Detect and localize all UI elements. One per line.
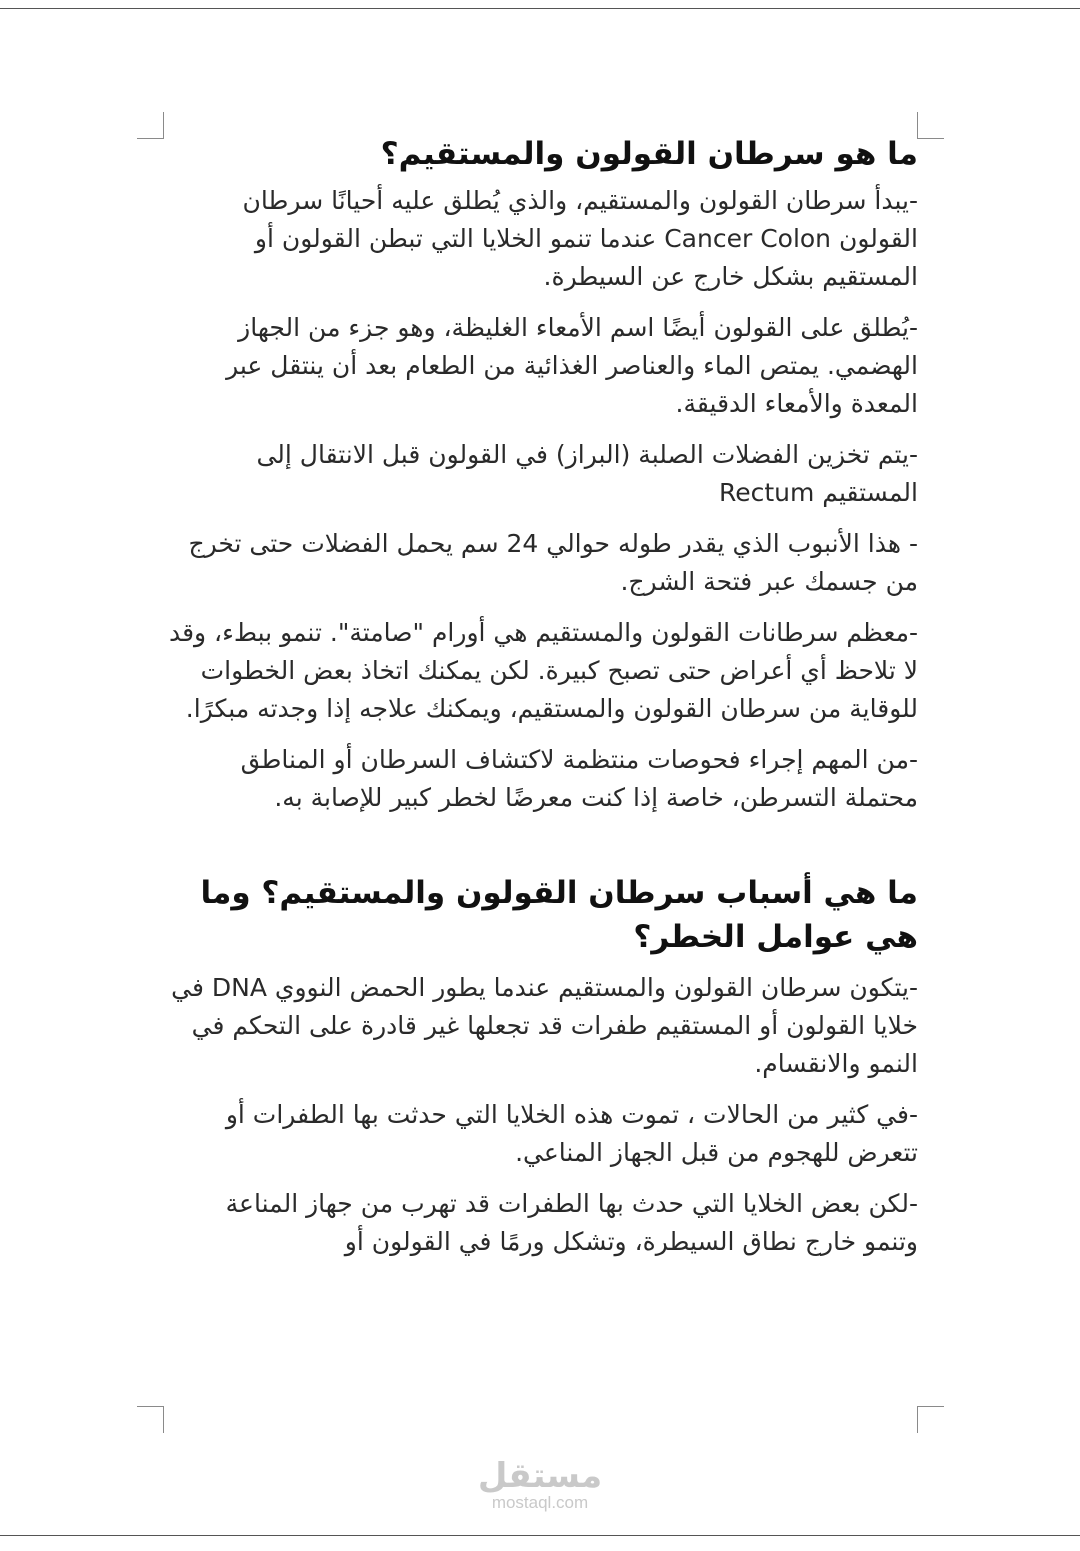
paragraph: -يتم تخزين الفضلات الصلبة (البراز) في القولون قبل الانتقال إلى المستقيم Rectum — [256, 440, 918, 507]
paragraph: -يُطلق على القولون أيضًا اسم الأمعاء الغليظة، وهو جزء من الجهاز الهضمي. يمتص الماء والعناصر الغذائية من الطعام بعد أن ينتقل عبر المعدة والأمعاء الدقيقة. — [226, 313, 918, 418]
page-bottom-border — [0, 1535, 1080, 1536]
paragraph: - هذا الأنبوب الذي يقدر طوله حوالي 24 سم يحمل الفضلات حتى تخرج من جسمك عبر فتحة الشرج. — [188, 529, 918, 596]
paragraph: -يبدأ سرطان القولون والمستقيم، والذي يُطلق عليه أحيانًا سرطان القولون Cancer Colon عندما تنمو الخلايا التي تبطن القولون أو المستقيم بشكل خارج عن السيطرة. — [242, 186, 918, 291]
crop-mark-top-right — [917, 112, 944, 139]
crop-mark-top-left — [137, 112, 164, 139]
crop-mark-bottom-left — [137, 1406, 164, 1433]
watermark-domain: mostaql.com — [491, 1493, 589, 1512]
crop-mark-bottom-right — [917, 1406, 944, 1433]
watermark — [470, 1458, 610, 1512]
document-body — [166, 132, 918, 1274]
section-heading-what-is: ما هو سرطان القولون والمستقيم؟ — [380, 136, 918, 172]
paragraph: -من المهم إجراء فحوصات منتظمة لاكتشاف السرطان أو المناطق محتملة التسرطن، خاصة إذا كنت معرضًا لخطر كبير للإصابة به. — [240, 745, 918, 812]
section-heading-causes: ما هي أسباب سرطان القولون والمستقيم؟ وما هي عوامل الخطر؟ — [200, 875, 918, 955]
paragraph: -في كثير من الحالات ، تموت هذه الخلايا التي حدثت بها الطفرات أو تتعرض للهجوم من قبل الجهاز المناعي. — [225, 1100, 918, 1167]
paragraph: -معظم سرطانات القولون والمستقيم هي أورام "صامتة". تنمو ببطء، وقد لا تلاحظ أي أعراض حتى تصبح كبيرة. لكن يمكنك اتخاذ بعض الخطوات للوقاية من سرطان القولون والمستقيم، ويمكنك علاجه إذا وجدته مبكرًا. — [168, 618, 918, 723]
paragraph: -يتكون سرطان القولون والمستقيم عندما يطور الحمض النووي DNA في خلايا القولون أو المستقيم طفرات قد تجعلها غير قادرة على التحكم في النمو والانقسام. — [171, 973, 918, 1078]
paragraph: -لكن بعض الخلايا التي حدث بها الطفرات قد تهرب من جهاز المناعة وتنمو خارج نطاق السيطرة، وتشكل ورمًا في القولون أو — [225, 1189, 918, 1256]
page-top-border — [0, 8, 1080, 9]
watermark-logo: مستقل — [477, 1456, 603, 1496]
